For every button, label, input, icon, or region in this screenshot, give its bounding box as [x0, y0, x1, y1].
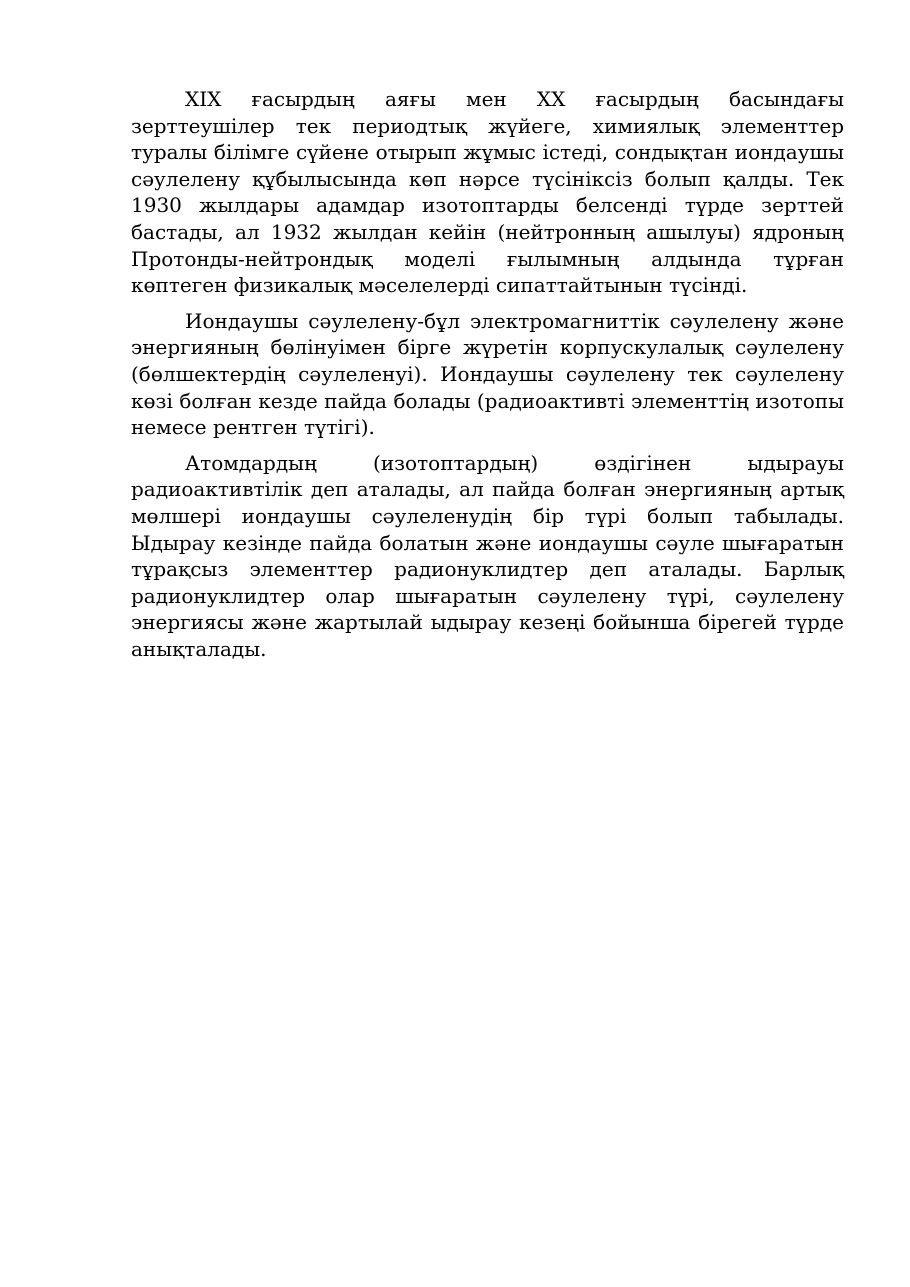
- document-body: [131, 86, 844, 671]
- paragraph-2: Иондаушы сәулелену-бұл электромагниттік сәулелену және энергияның бөлінуімен бірге жүретін корпускулалық сәулелену (бөлшектердің сәулеленуі). Иондаушы сәулелену тек сәулелену көзі болған кезде пайда болады (радиоактивті элементтің изотопы немесе рентген түтігі).: [131, 308, 844, 440]
- paragraph-3: Атомдардың (изотоптардың) өздігінен ыдырауы радиоактивтілік деп аталады, ал пайда болған энергияның артық мөлшері иондаушы сәулеленудің бір түрі болып табылады. Ыдырау кезінде пайда болатын және иондаушы сәуле шығаратын тұрақсыз элементтер радионуклидтер деп аталады. Барлық радионуклидтер олар шығаратын сәулелену түрі, сәулелену энергиясы және жартылай ыдырау кезеңі бойынша бірегей түрде анықталады.: [131, 450, 844, 661]
- paragraph-1: XIX ғасырдың аяғы мен XX ғасырдың басындағы зерттеушілер тек периодтық жүйеге, химиялық элементтер туралы білімге сүйене отырып жұмыс істеді, сондықтан иондаушы сәулелену құбылысында көп нәрсе түсініксіз болып қалды. Тек 1930 жылдары адамдар изотоптарды белсенді түрде зерттей бастады, ал 1932 жылдан кейін (нейтронның ашылуы) ядроның Протонды-нейтрондық моделі ғылымның алдында тұрған көптеген физикалық мәселелерді сипаттайтынын түсінді.: [131, 87, 844, 298]
